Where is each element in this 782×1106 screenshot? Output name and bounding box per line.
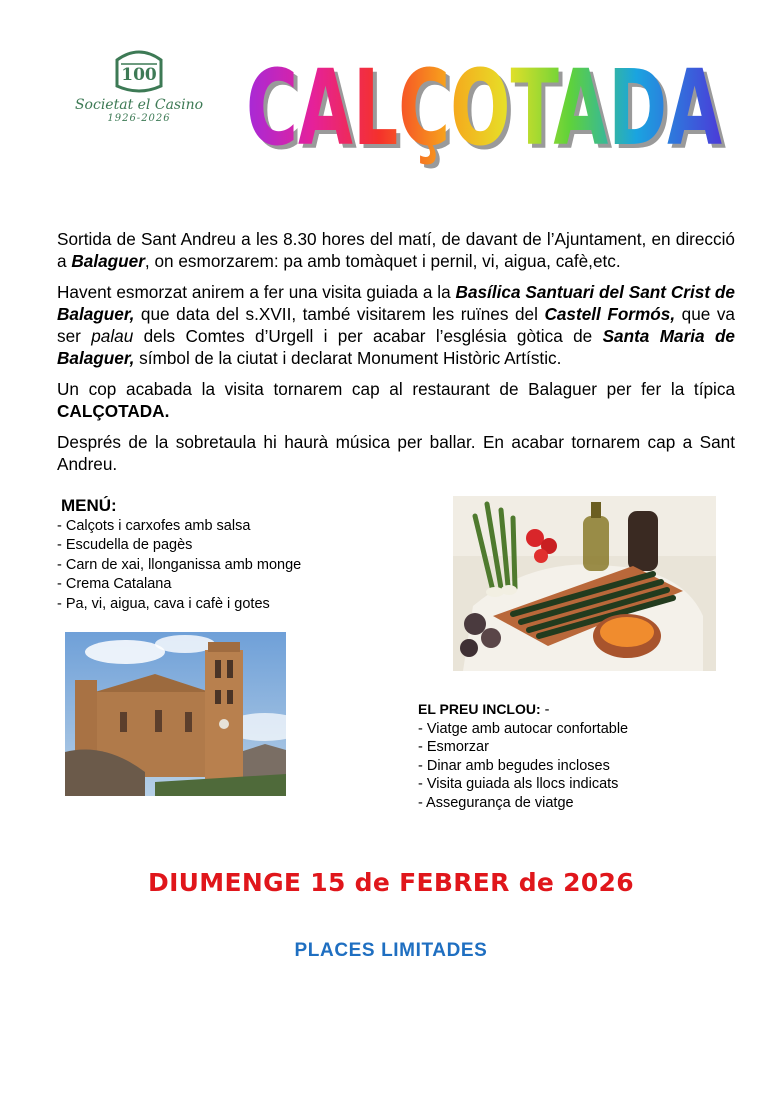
intro-paragraph-4: Després de la sobretaula hi haurà música per ballar. En acabar tornarem cap a Sant Andreu. — [57, 432, 735, 474]
places-limited: PLACES LIMITADES — [294, 940, 488, 961]
price-item: - Esmorzar — [418, 739, 489, 755]
event-date: DIUMENGE 15 de FEBRER de 2026 — [148, 868, 634, 897]
title-text: CALÇOTADA — [246, 47, 722, 169]
intro-paragraph-2: Havent esmorzat anirem a fer una visita guiada a la Basílica Santuari del Sant Crist de Balaguer, que data del s.XVII, també visitarem les ruïnes del Castell Formós, que va ser palau dels Comtes d’Urgell i per acabar l’església gòtica de Santa Maria de Balaguer, símbol de la ciutat i declarat Monument Històric Artístic. — [57, 282, 735, 368]
menu-item: - Crema Catalana — [57, 576, 172, 592]
price-heading: EL PREU INCLOU: — [418, 701, 541, 717]
page-title — [240, 40, 730, 180]
menu-item: - Pa, vi, aigua, cava i cafè i gotes — [57, 595, 270, 612]
casino-logo — [74, 46, 204, 136]
logo-years: 1926-2026 — [107, 113, 171, 124]
logo-name: Societat el Casino — [74, 97, 204, 113]
price-heading-line: EL PREU INCLOU: - — [418, 701, 550, 718]
calcots-photo — [453, 496, 716, 671]
logo-number: 100 — [121, 65, 157, 85]
intro-text — [57, 228, 735, 484]
menu-heading: MENÚ: — [61, 496, 117, 515]
menu-item: - Calçots i carxofes amb salsa — [57, 517, 251, 534]
price-item: - Visita guiada als llocs indicats — [418, 776, 619, 792]
casino-100-logo-icon — [109, 46, 169, 96]
intro-paragraph-3: Un cop acabada la visita tornarem cap al restaurant de Balaguer per fer la típica CALÇOTADA. — [57, 379, 735, 421]
menu-item: - Escudella de pagès — [57, 537, 193, 553]
title-shadow: CALÇOTADA — [250, 51, 726, 173]
intro-paragraph-1: Sortida de Sant Andreu a les 8.30 hores del matí, de davant de l’Ajuntament, en direcció a Balaguer, on esmorzarem: pa amb tomàquet i pernil, vi, aigua, cafè,etc. — [57, 229, 735, 271]
menu-item: - Carn de xai, llonganissa amb monge — [57, 556, 302, 573]
price-section — [418, 700, 718, 812]
price-item: - Viatge amb autocar confortable — [418, 720, 629, 737]
price-item: - Assegurança de viatge — [418, 794, 574, 811]
basilica-photo — [65, 632, 286, 796]
menu-section — [57, 496, 357, 614]
price-item: - Dinar amb begudes incloses — [418, 757, 610, 774]
